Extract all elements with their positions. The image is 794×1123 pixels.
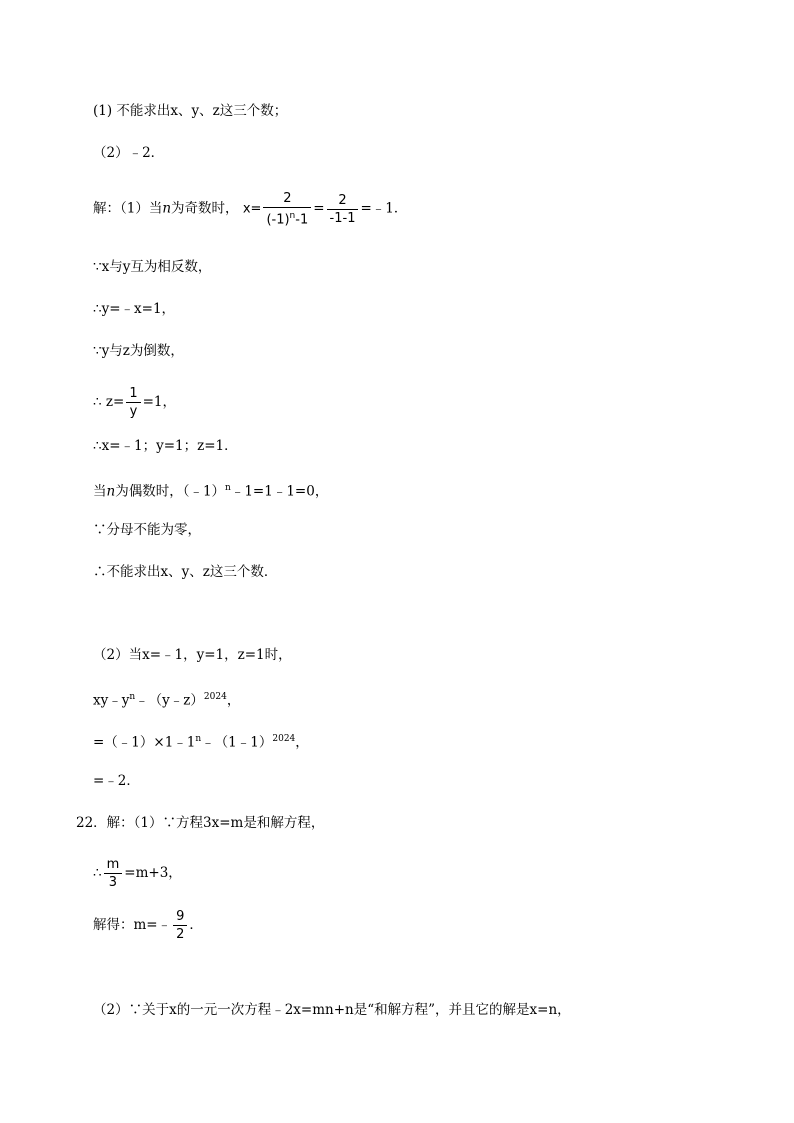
- answer-line-2: （2）﹣2．: [93, 145, 165, 161]
- solution-line-8: ∴x=﹣1；y=1；z=1．: [93, 438, 238, 454]
- question-22-line-2: ∴ $\frac{m}{3}$ =m+3，: [93, 857, 182, 890]
- solution-line-odd: 解：（1）当n为奇数时， x= $\frac{2}{(-1)^n-1}$ = $\frac{2}{-1-1}$ =﹣1．: [93, 191, 408, 228]
- fraction-2: $\frac{2}{-1-1}$: [327, 192, 359, 227]
- expression-line-1: $xy﹣y^n﹣(y﹣z)^{2024}$，: [93, 692, 241, 709]
- fraction-4: $\frac{m}{3}$: [104, 856, 123, 891]
- var-n: n: [162, 200, 172, 217]
- answer-line-1: (1) 不能求出x、y、z这三个数；: [93, 103, 288, 119]
- solution-line-11: ∴不能求出x、y、z这三个数．: [93, 564, 278, 580]
- question-22-line-3: 解得：m=﹣ $\frac{9}{2}$ ．: [93, 909, 203, 942]
- part2-line-1: （2）当x=﹣1，y=1，z=1时，: [93, 647, 292, 663]
- solution-line-6: ∵y与z为倒数，: [93, 343, 184, 359]
- solution-line-4: ∵x与y互为相反数，: [93, 259, 212, 275]
- question-22-line-1: 22．解：（1）∵方程3x=m是和解方程，: [76, 815, 325, 831]
- fraction-3: $\frac{1}{y}$: [126, 385, 140, 420]
- expression-line-2: $=(﹣1)\times 1﹣1^n﹣(1﹣1)^{2024}$，: [93, 734, 309, 751]
- solution-line-7: ∴ z= $\frac{1}{y}$ =1，: [93, 386, 176, 419]
- question-22-part-2: （2）∵关于x的一元一次方程﹣2x=mn+n是“和解方程”，并且它的解是x=n，: [93, 1002, 571, 1018]
- solution-line-5: ∴y=﹣x=1，: [93, 301, 176, 317]
- fraction-5: $\frac{9}{2}$: [173, 908, 187, 943]
- fraction-1: $\frac{2}{(-1)^n-1}$: [263, 190, 311, 228]
- expression-line-3: =﹣2．: [93, 773, 140, 789]
- solution-line-even: 当n为偶数时，（﹣1）$^n$﹣1=1﹣1=0，: [93, 483, 329, 500]
- solution-line-10: ∵分母不能为零，: [93, 522, 201, 538]
